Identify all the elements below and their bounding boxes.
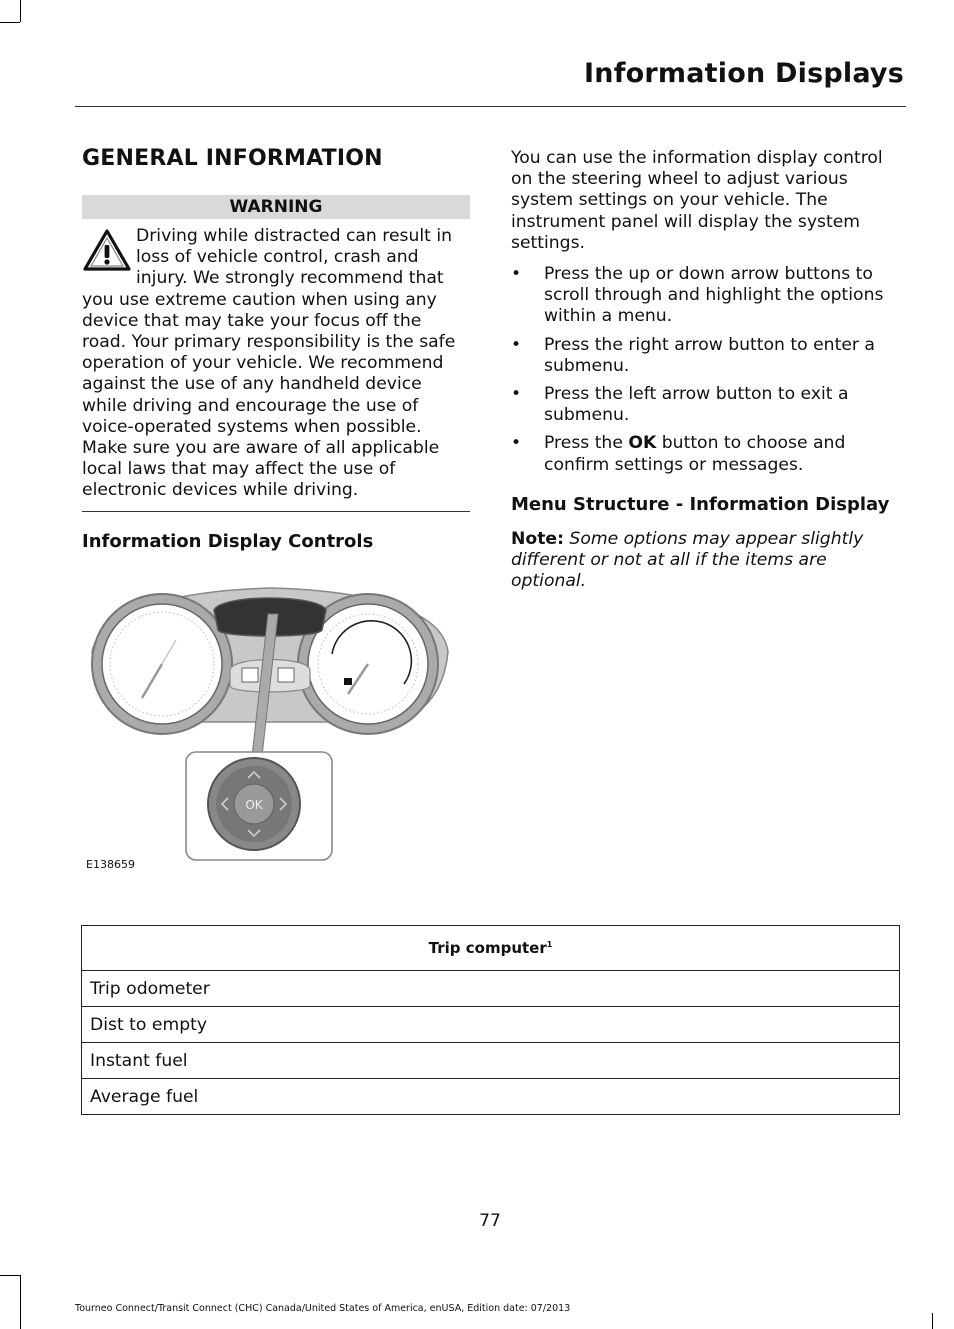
list-item <box>511 264 903 328</box>
warning-text: Driving while distracted can result in loss of vehicle control, crash and injury. We strongly recommend that you use extreme caution when using any device that may take your focus off the road. Your primary responsibility is the safe operation of your vehicle. We recommend against the use of any handheld device while driving and encourage the use of voice-operated systems when possible. Make sure you are aware of all applicable local laws that may affect the use of electronic devices while driving. <box>82 226 456 501</box>
note <box>511 529 903 593</box>
bullet: • <box>511 264 522 285</box>
table-header <box>82 926 900 971</box>
list-item-text: button to choose and confirm settings or messages. <box>544 433 846 475</box>
figure-id: E138659 <box>86 857 135 871</box>
header-divider <box>75 106 906 107</box>
list-item-text: Press the <box>544 433 629 454</box>
page-number: 77 <box>479 1211 501 1231</box>
table-row <box>82 1043 900 1079</box>
crop-mark <box>20 1275 21 1329</box>
crop-mark <box>932 1313 933 1329</box>
instrument-cluster-illustration <box>82 582 470 890</box>
controls-heading: Information Display Controls <box>82 530 374 552</box>
table-header-row <box>82 926 900 971</box>
table-cell: Instant fuel <box>82 1043 900 1079</box>
bullet: • <box>511 334 522 355</box>
warning-triangle-icon <box>82 228 132 272</box>
instruction-list <box>511 264 903 476</box>
warning-banner: WARNING <box>82 195 470 219</box>
table-row <box>82 1007 900 1043</box>
table-cell: Dist to empty <box>82 1007 900 1043</box>
section-title: GENERAL INFORMATION <box>82 146 383 171</box>
list-item-text: Press the left arrow button to exit a submenu. <box>544 384 849 426</box>
table-row <box>82 971 900 1007</box>
page-header-title: Information Displays <box>584 58 904 89</box>
ok-emphasis: OK <box>628 433 657 454</box>
crop-mark <box>0 1275 20 1276</box>
crop-mark <box>20 0 21 22</box>
trip-computer-table <box>81 925 900 1115</box>
list-item-text: Press the right arrow button to enter a submenu. <box>544 334 875 376</box>
table-cell: Trip odometer <box>82 971 900 1007</box>
list-item-text: Press the up or down arrow buttons to scroll through and highlight the options within a menu. <box>544 264 884 327</box>
footer-text: Tourneo Connect/Transit Connect (CHC) Canada/United States of America, enUSA, Edition date: 07/2013 <box>75 1303 571 1314</box>
list-item <box>511 433 903 475</box>
warning-body <box>82 226 470 502</box>
list-item <box>511 335 903 377</box>
note-text: Some options may appear slightly different or not at all if the items are optional. <box>511 528 864 592</box>
table-cell: Average fuel <box>82 1079 900 1115</box>
bullet: • <box>511 433 522 454</box>
footnote-marker: 1 <box>546 940 553 949</box>
right-column <box>511 148 903 592</box>
ok-label: OK <box>245 797 263 812</box>
list-item <box>511 384 903 426</box>
warning-divider <box>82 511 470 512</box>
note-label: Note: <box>511 528 564 549</box>
instrument-cluster-figure <box>82 582 470 890</box>
bullet: • <box>511 384 522 405</box>
table-header-text: Trip computer <box>428 939 547 957</box>
menu-structure-heading: Menu Structure - Information Display <box>511 493 890 515</box>
intro-paragraph: You can use the information display control on the steering wheel to adjust various system settings on your vehicle. The instrument panel will display the system settings. <box>511 148 883 253</box>
crop-mark <box>0 22 20 23</box>
table-row <box>82 1079 900 1115</box>
left-column <box>82 146 470 890</box>
